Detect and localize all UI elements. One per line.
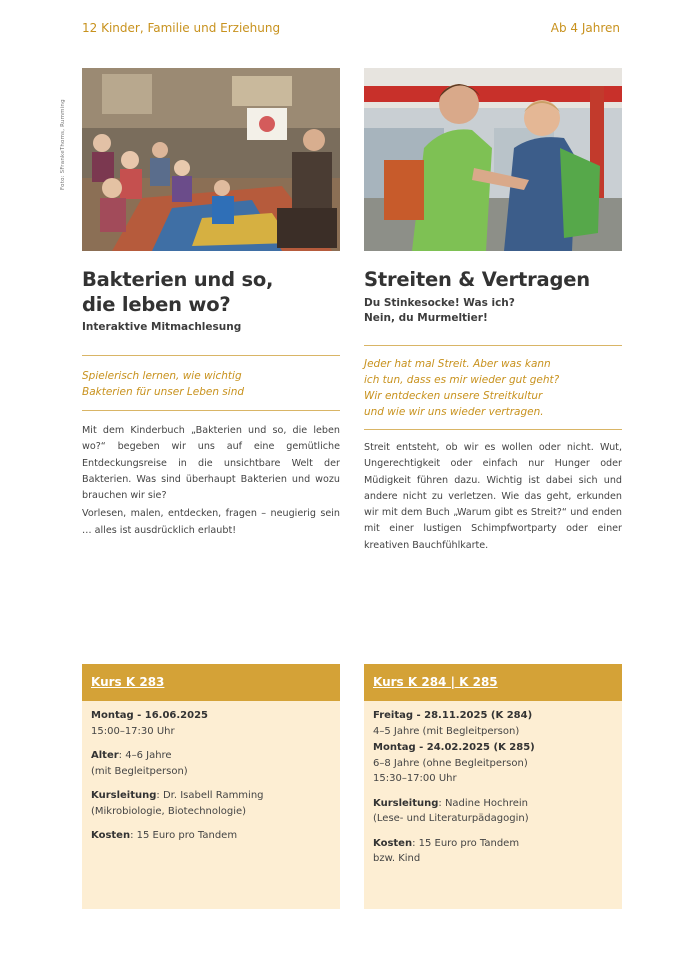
photo-credit: Foto: SFrankeThoms, Rumming (60, 99, 66, 190)
course-cost: Kosten: 15 Euro pro Tandem (91, 830, 238, 841)
reading-session-photo (82, 68, 340, 251)
course-date: Montag - 24.02.2025 (K 285) 6–8 Jahre (ohne Begleitperson) 15:30–17:00 Uhr (373, 742, 535, 784)
article-title: Streiten & Vertragen (364, 268, 590, 291)
course-age: Alter: 4–6 Jahre (mit Begleitperson) (91, 750, 188, 777)
course-heading: Kurs K 284 | K 285 (364, 664, 622, 701)
section-title: 12 Kinder, Familie und Erziehung (82, 21, 281, 35)
article-title: Bakterien und so, die leben wo? (82, 268, 274, 316)
course-leader: Kursleitung: Dr. Isabell Ramming (Mikrobiologie, Biotechnologie) (91, 790, 264, 817)
course-info-box (364, 664, 622, 909)
course-leader: Kursleitung: Nadine Hochrein (Lese- und Literaturpädagogin) (373, 797, 529, 824)
right-article (364, 68, 622, 556)
page-header (82, 18, 620, 38)
course-info-box (82, 664, 340, 909)
article-intro: Jeder hat mal Streit. Aber was kann ich tun, dass es mir wieder gut geht? Wir entdecken unsere Streitkultur und wie wir uns wieder vertragen. (364, 358, 560, 418)
course-heading: Kurs K 283 (82, 664, 340, 701)
left-article (82, 68, 340, 541)
age-label: Ab 4 Jahren (550, 21, 620, 35)
article-subtitle: Interaktive Mitmachlesung (82, 321, 242, 333)
course-cost: Kosten: 15 Euro pro Tandem bzw. Kind (373, 837, 520, 864)
divider (364, 429, 622, 430)
article-body: Streit entsteht, ob wir es wollen oder nicht. Wut, Ungerechtigkeit oder einfach nur Hunger oder Müdigkeit führen dazu. Wichtig ist dabei sich und andere nicht zu verletzen. Wie das geht, erkunden wir mit dem Buch „Warum gibt es Streit?“ und enden mit einer lustigen Schimpfwortparty oder einer kreativen Bauchfühlkarte. (364, 442, 622, 551)
article-intro: Spielerisch lernen, wie wichtig Bakterien für unser Leben sind (82, 370, 245, 398)
course-date: Freitag - 28.11.2025 (K 284) 4–5 Jahre (mit Begleitperson) (373, 710, 533, 737)
divider (82, 410, 340, 411)
children-conflict-photo (364, 68, 622, 251)
article-body: Mit dem Kinderbuch „Bakterien und so, die leben wo?“ begeben wir uns auf eine gemütliche Entdeckungsreise in die unsichtbare Welt der Bakterien. Was sind überhaupt Bakterien und wozu brauchen wir sie? Vorlesen, malen, entdecken, fragen – neugierig sein … alles ist ausdrücklich erlaubt! (82, 425, 340, 536)
article-subtitle: Du Stinkesocke! Was ich? Nein, du Murmeltier! (364, 297, 515, 324)
course-date: Montag - 16.06.2025 15:00–17:30 Uhr (91, 710, 209, 737)
